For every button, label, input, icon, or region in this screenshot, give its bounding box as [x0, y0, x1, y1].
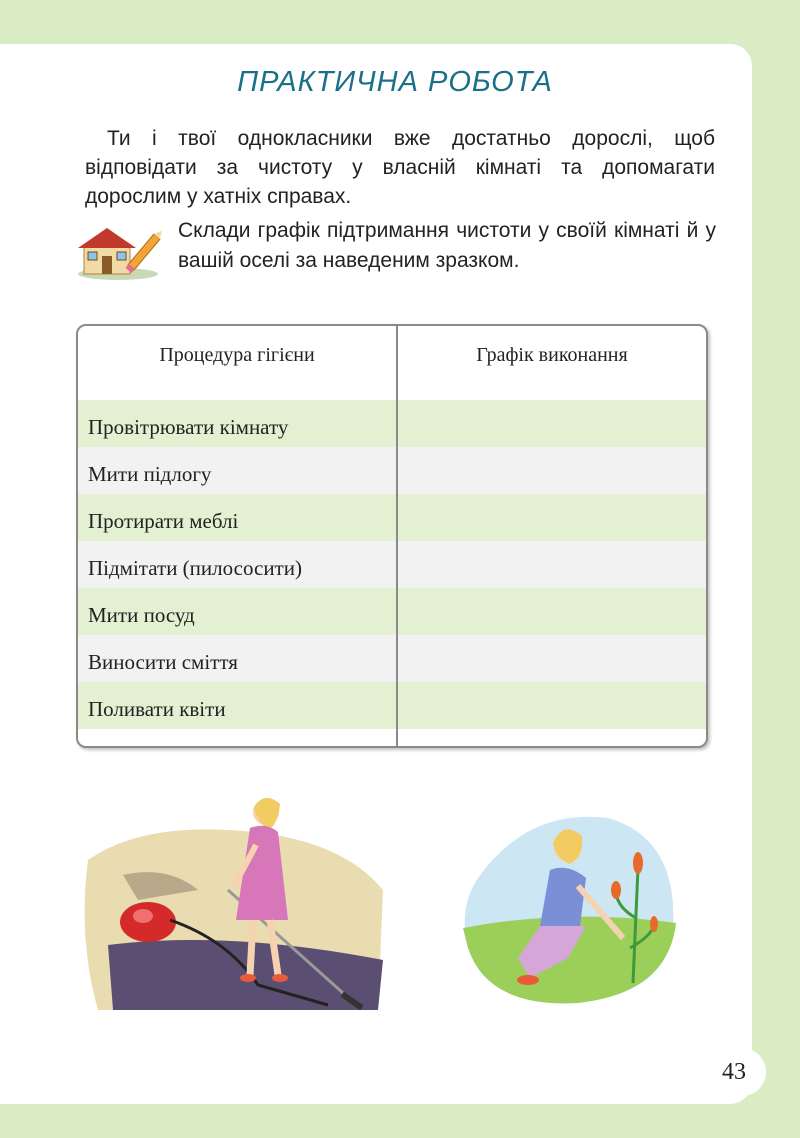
hygiene-schedule-table	[76, 324, 708, 748]
girl-vacuuming-illustration	[78, 770, 388, 1010]
table-row	[78, 541, 706, 588]
procedure-cell: Протирати меблі	[88, 509, 239, 533]
procedure-cell: Мити посуд	[88, 603, 195, 627]
table-row	[78, 635, 706, 682]
header-procedure: Процедура гігієни	[159, 344, 315, 366]
intro-paragraph: Ти і твої однокласники вже достатньо дорослі, щоб відповідати за чистоту у власній кімнаті та допомагати дорослим у хатніх справах.	[85, 127, 715, 208]
procedure-cell: Поливати квіти	[88, 697, 226, 721]
table-row	[78, 588, 706, 635]
house-pencil-icon	[74, 222, 166, 282]
procedure-cell: Мити підлогу	[88, 462, 212, 486]
column-divider	[396, 326, 398, 746]
header-schedule: Графік виконання	[476, 344, 628, 366]
page-number: 43	[702, 1048, 766, 1096]
girl-watering-flowers-illustration	[458, 808, 680, 1008]
procedure-cell: Провітрювати кімнату	[88, 415, 289, 439]
procedure-cell: Підмітати (пилососити)	[88, 556, 302, 580]
procedure-cell: Виносити сміття	[88, 650, 238, 674]
table-row	[78, 400, 706, 447]
task-text: Склади графік підтримання чистоти у своїй кімнаті й у вашій оселі за наведеним зразком.	[178, 219, 716, 272]
table-row	[78, 682, 706, 729]
page-title: ПРАКТИЧНА РОБОТА	[237, 66, 553, 98]
table-row	[78, 447, 706, 494]
table-row	[78, 494, 706, 541]
